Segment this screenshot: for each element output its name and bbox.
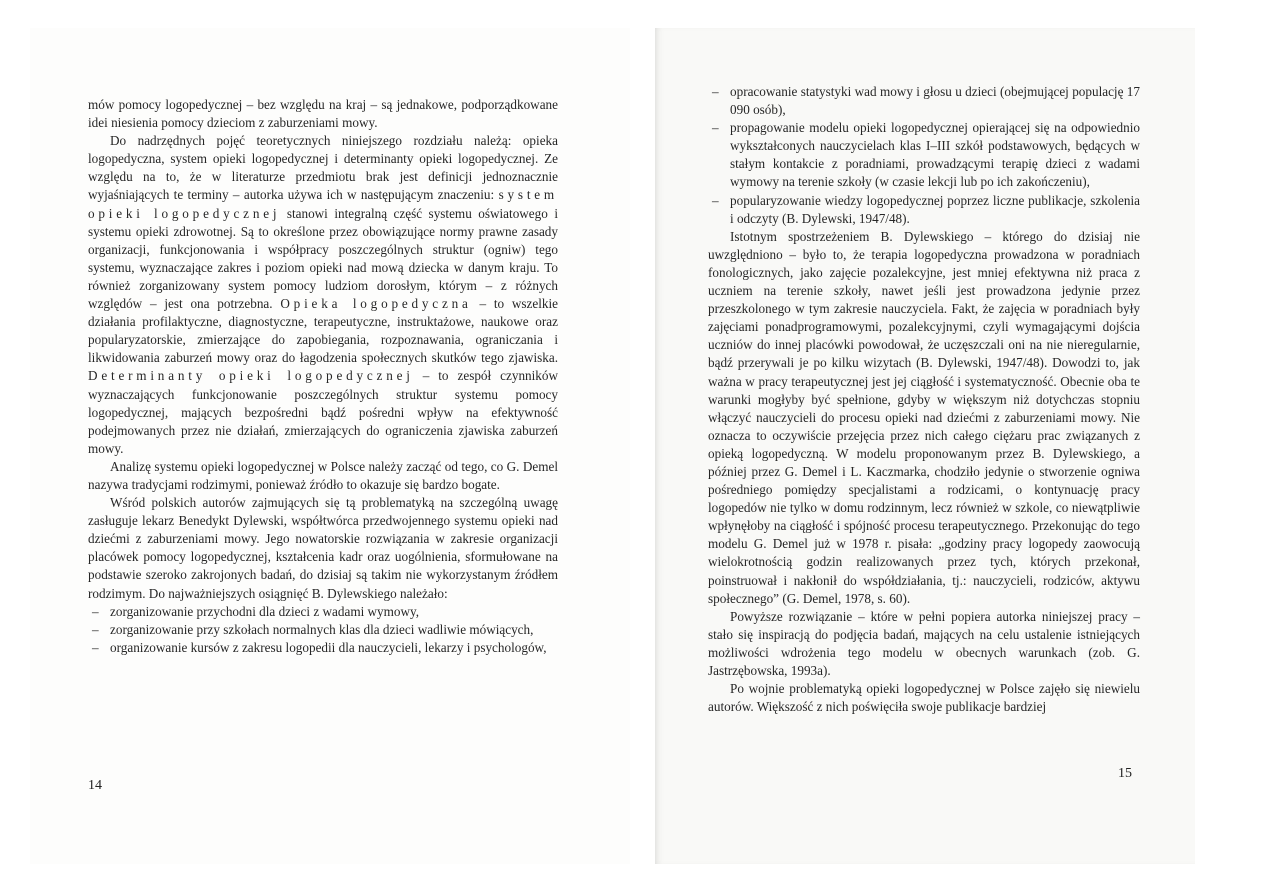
list-dash: – [712,192,719,208]
text-run: stanowi integralną część systemu oświatowego i systemu opieki zdrowotnej. Są to określone przez obowiązujące normy prawne zasady organizacji, funkcjonowania i współpracy poszczególnych struktur (ogniw) tego systemu, wyznaczające zakres i poziom opieki nad mową dziecka w danym kraju. To również zorganizowany system pomocy ludziom dorosłym, którym – z różnych względów – jest ona potrzebna. [88,205,558,312]
right-page-text [708,83,1140,716]
paragraph [88,132,558,458]
list-item [88,603,558,621]
spaced-term: system opieki logopedycznej [88,187,558,221]
spaced-term: Opieka logopedyczna [280,296,472,312]
paragraph [88,96,558,132]
right-page [655,28,1195,864]
list-dash: – [712,120,719,136]
list-dash: – [712,84,719,99]
text-run: Analizę systemu opieki logopedycznej w Polsce należy zacząć od tego, co G. Demel nazywa tradycjami rodzimymi, ponieważ źródło to okazuje się bardzo bogate. [88,458,558,492]
text-run: mów pomocy logopedycznej – bez względu na kraj – są jednakowe, podporządkowane idei niesienia pomocy dzieciom z zaburzeniami mowy. [88,97,558,131]
list-item-text: opracowanie statystyki wad mowy i głosu u dzieci (obejmującej populację 17 090 osób), [730,84,1140,118]
paragraph [708,228,1140,608]
page-number-left: 14 [88,778,102,793]
paragraph [708,680,1140,716]
page-number-right: 15 [1118,766,1132,781]
text-run: Wśród polskich autorów zajmujących się tą problematyką na szczególną uwagę zasługuje lekarz Benedykt Dylewski, współtwórca przedwojennego systemu opieki nad dziećmi z zaburzeniami mowy. Jego nowatorskie rozwiązania w zakresie organizacji placówek pomocy logopedycznej, kształcenia kadr oraz uogólnienia, sformułowane na podstawie szeroko zakrojonych badań, do dzisiaj są takim nie wykorzystanym źródłem rodzimym. Do najważniejszych osiągnięć B. Dylewskiego należało: [88,495,558,601]
text-run: Powyższe rozwiązanie – które w pełni popiera autorka niniejszej pracy – stało się inspiracją do podjęcia badań, mających na celu ustalenie istniejących możliwości wdrożenia tego modelu w obecnych warunkach (zob. G. Jastrzębowska, 1993a). [708,608,1140,678]
list-item [708,83,1140,119]
list-item-text: popularyzowanie wiedzy logopedycznej poprzez liczne publikacje, szkolenia i odczyty (B. Dylewski, 1947/48). [730,192,1140,226]
left-page-text [88,96,558,657]
text-run: Po wojnie problematyką opieki logopedycznej w Polsce zajęło się niewielu autorów. Większość z nich poświęciła swoje publikacje bardziej [708,681,1140,715]
bullet-list [708,83,1140,228]
list-item-text: propagowanie modelu opieki logopedycznej opierającej się na odpowiednio wykształconych nauczycielach klas I–III szkół podstawowych, będących w stałym kontakcie z poradniami, prowadzącymi terapię dzieci z wadami wymowy na terenie szkoły (w czasie lekcji lub po ich zakończeniu), [730,120,1140,190]
list-item-text: zorganizowanie przy szkołach normalnych klas dla dzieci wadliwie mówiących, [110,621,534,637]
list-item-text: zorganizowanie przychodni dla dzieci z wadami wymowy, [110,603,420,619]
text-run: Istotnym spostrzeżeniem B. Dylewskiego – którego do dzisiaj nie uwzględniono – było to, że terapia logopedyczna prowadzona w poradniach fonologicznych, jako zajęcie pozalekcyjne, jest mniej efektywna niż praca z uczniem na terenie szkoły, nawet jeśli jest prowadzona jedynie przez przeszkolonego w tym zakresie nauczyciela. Fakt, że zajęcia w poradniach były zajęciami ponadprogramowymi, pozalekcyjnymi, czyli wymagającymi dojścia uczniów do innej placówki powodował, że uczęszczali oni na nie nieregularnie, bądź przerywali je po kilku wizytach (B. Dylewski, 1947/48). Dowodzi to, jak ważna w pracy terapeutycznej jest jej ciągłość i systematyczność. Obecnie oba te warunki mogłyby być spełnione, gdyby w większym niż dotychczas stopniu włączyć nauczycieli do procesu opieki nad dziećmi z zaburzeniami mowy. Nie oznacza to oczywiście przejęcia przez nich całego ciężaru prac związanych z opieką logopedyczną. W modelu proponowanym przez B. Dylewskiego, a później przez G. Demel i L. Kaczmarka, chodziło jedynie o stworzenie ogniwa pośredniego pomiędzy specjalistami a rodzicami, o kontynuację pracy logopedów nie tylko w domu rodzinnym, lecz również w szkole, co niewątpliwie wpłynęłoby na ciągłość i spójność procesu terapeutycznego. Przekonując do tego modelu G. Demel już w 1978 r. pisała: „godziny pracy logopedy zaowocują wielokrotnością godzin realizowanych przez tych, których przekonał, poinstruował i nakłonił do współdziałania, tj.: nauczycieli, rodziców, aktywu społecznego” (G. Demel, 1978, s. 60). [708,228,1140,606]
list-item [88,639,558,657]
list-dash: – [92,603,99,619]
list-item [708,119,1140,191]
paragraph [708,608,1140,680]
list-item [88,621,558,639]
list-item [708,192,1140,228]
left-page [30,28,630,864]
list-dash: – [92,621,99,637]
bullet-list [88,603,558,657]
list-dash: – [92,639,99,655]
text-run: – to zespół czynników wyznaczających funkcjonowanie poszczególnych struktur systemu pomocy logopedycznej, mających bezpośredni bądź pośredni wpływ na efektywność podejmowanych przez nie działań, zmierzających do ograniczenia zjawiska zaburzeń mowy. [88,368,559,456]
paragraph [88,494,558,603]
list-item-text: organizowanie kursów z zakresu logopedii dla nauczycieli, lekarzy i psychologów, [110,639,547,655]
spaced-term: Determinanty opieki logopedycznej [88,368,414,384]
paragraph [88,458,558,494]
text-run: – to wszelkie działania profilaktyczne, diagnostyczne, terapeutyczne, instruktażowe, naukowe oraz popularyzatorskie, zmierzające do zapobiegania, rozpoznawania, ograniczania i likwidowania zaburzeń mowy oraz do łagodzenia społecznych skutków tego zjawiska. [88,296,559,366]
text-run: Do nadrzędnych pojęć teoretycznych niniejszego rozdziału należą: opieka logopedyczna, system opieki logopedycznej i determinanty opieki logopedycznej. Ze względu na to, że w literaturze przedmiotu brak jest definicji jednoznacznie wyjaśniających te terminy – autorka używa ich w następującym znaczeniu: [88,133,558,203]
